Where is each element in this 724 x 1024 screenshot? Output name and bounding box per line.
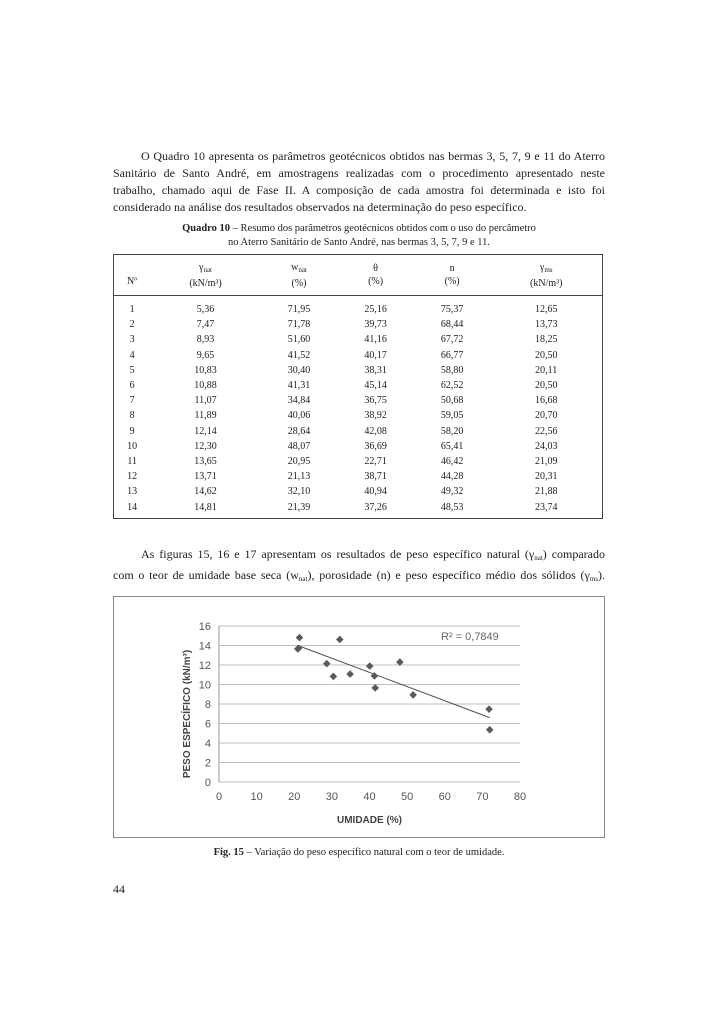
table-cell: 46,42 (440, 455, 464, 467)
table-header-cell (414, 255, 491, 296)
table-cell: 36,69 (364, 440, 387, 452)
table-cell: 13,73 (534, 319, 558, 331)
table-cell: 12,14 (194, 425, 217, 437)
table-caption-label: Quadro 10 (182, 223, 231, 234)
header-symbol: θ (373, 263, 378, 274)
table-cell: 11,89 (194, 410, 217, 422)
x-tick-label: 0 (215, 791, 223, 803)
table-row (114, 317, 603, 332)
table-body (114, 296, 603, 519)
table-cell: 21,39 (287, 501, 311, 513)
table-cell: 7,47 (196, 319, 215, 331)
table-cell: 10 (127, 440, 138, 452)
table-cell: 20,11 (535, 364, 558, 376)
table-row (114, 296, 603, 318)
x-tick-label: 30 (325, 791, 338, 803)
header-symbol: $\gamma_{nat}$ (199, 261, 213, 274)
data-point (330, 673, 338, 681)
table-cell: 75,37 (440, 304, 464, 316)
table-cell: 21,09 (534, 455, 558, 467)
table-row (114, 469, 603, 484)
table-cell: 1 (129, 304, 135, 316)
table-cell: 32,10 (287, 486, 311, 498)
table-caption-line2: no Aterro Sanitário de Santo André, nas bermas 3, 5, 7, 9 e 11. (227, 237, 491, 248)
y-tick-label: 8 (204, 699, 211, 711)
table-cell: 34,84 (287, 395, 311, 407)
table-row (114, 439, 603, 454)
header-unit: (%) (291, 277, 307, 289)
table-cell: 12,65 (534, 304, 558, 316)
paragraph-line: com o teor de umidade base seca $(w_{nat})$, porosidade (n) e peso específico médio dos sólidos $(\gamma_{ms})$. (113, 568, 605, 583)
trendline (298, 646, 490, 718)
table-cell: 9,65 (196, 349, 215, 361)
header-unit: (%) (444, 276, 460, 287)
paragraph-line: As figuras 15, 16 e 17 apresentam os resultados de peso específico natural $(\gamma_{nat})$ comparado (141, 547, 606, 562)
table-cell: 8 (129, 410, 135, 422)
table-cell: 39,73 (364, 319, 387, 331)
table-cell: 18,25 (534, 334, 558, 346)
table-cell: 42,08 (364, 425, 387, 437)
table-cell: 5 (129, 364, 135, 376)
table-cell: 13,71 (194, 471, 217, 483)
table-cell: 20,95 (287, 455, 311, 467)
figure-15 (113, 596, 605, 838)
table-header-cell (150, 255, 260, 296)
x-tick-label: 60 (438, 791, 451, 803)
data-point (296, 634, 304, 642)
figures-paragraph (113, 546, 605, 588)
table-cell: 20,70 (534, 410, 558, 422)
table-row (114, 484, 603, 499)
y-tick-label: 10 (198, 679, 211, 692)
table-cell: 40,17 (364, 349, 387, 361)
data-point (485, 705, 493, 713)
table-cell: 20,31 (534, 471, 558, 483)
table-row (114, 393, 603, 408)
table-cell: 71,78 (287, 319, 311, 331)
data-point (371, 684, 379, 692)
table-cell: 41,16 (364, 334, 387, 346)
paragraph-line: O Quadro 10 apresenta os parâmetros geotécnicos obtidos nas bermas 3, 5, 7, 9 e 11 do Aterro (141, 149, 605, 163)
data-point (346, 670, 354, 678)
table-cell: 24,03 (534, 440, 558, 452)
table-row (114, 499, 603, 518)
y-tick-label: 16 (198, 621, 211, 633)
table-cell: 58,20 (440, 425, 464, 437)
table-cell: 49,32 (440, 486, 464, 498)
table-cell: 20,50 (534, 380, 558, 392)
intro-paragraph (113, 148, 605, 216)
table-cell: 13 (127, 486, 138, 498)
header-symbol: $w_{nat}$ (291, 261, 307, 274)
table-header-cell (337, 255, 414, 296)
paragraph-line: Sanitário de Santo André, em amostragens realizadas com o procedimento apresentado neste (113, 166, 605, 180)
table-row (114, 454, 603, 469)
table-row (114, 348, 603, 363)
table-cell: 50,68 (440, 395, 464, 407)
table-cell: 45,14 (364, 380, 387, 392)
data-point (323, 660, 331, 668)
table-cell: 38,31 (364, 364, 387, 376)
table-cell: 7 (129, 395, 135, 407)
table-cell: 16,68 (534, 395, 558, 407)
table-cell: 36,75 (364, 395, 387, 407)
table-cell: 48,53 (440, 501, 464, 513)
y-tick-label: 12 (198, 660, 211, 672)
y-tick-label: 6 (204, 718, 211, 731)
paragraph-line: trabalho, chamado aqui de Fase II. A composição de cada amostra foi determinada e isto foi (113, 183, 605, 197)
parameters-table (113, 254, 603, 519)
table-cell: 67,72 (440, 334, 464, 346)
header-unit: (kN/m³) (189, 277, 222, 289)
table-cell: 8,93 (196, 334, 215, 346)
y-tick-label: 2 (204, 757, 211, 770)
y-tick-label: 0 (204, 777, 211, 789)
table-cell: 30,40 (287, 364, 311, 376)
table-cell: 10,83 (194, 364, 217, 376)
table-cell: 14,62 (194, 486, 217, 498)
table-cell: 21,13 (287, 471, 311, 483)
table-cell: 13,65 (194, 455, 217, 467)
header-unit: (kN/m³) (529, 277, 563, 289)
figure-caption-label: Fig. 15 (213, 847, 244, 858)
table-cell: 40,06 (287, 410, 311, 422)
data-point (486, 726, 494, 734)
table-cell: 9 (129, 425, 135, 437)
table-cell: 71,95 (287, 304, 311, 316)
table-cell: 66,77 (440, 349, 464, 361)
table-cell: 38,92 (364, 410, 387, 422)
header-symbol: $\gamma_{ms}$ (539, 261, 553, 274)
data-point (409, 691, 417, 699)
page-number: 44 (113, 882, 125, 896)
data-point (366, 662, 374, 670)
table-cell: 11 (127, 455, 137, 467)
table-header-cell (490, 255, 602, 296)
table-cell: 6 (129, 380, 135, 392)
x-tick-label: 50 (401, 791, 414, 803)
table-caption (113, 222, 605, 250)
table-cell: 41,31 (287, 380, 311, 392)
y-tick-label: 14 (198, 640, 211, 653)
data-point (336, 636, 344, 644)
table-cell: 44,28 (440, 471, 464, 483)
table-cell: 58,80 (440, 364, 464, 376)
table-cell: 4 (129, 349, 135, 361)
table-caption-text: – Resumo dos parâmetros geotécnicos obtidos com o uso do percâmetro (230, 223, 536, 234)
x-axis-title: UMIDADE (%) (337, 815, 402, 826)
table-cell: 38,71 (364, 471, 387, 483)
table-cell: 20,50 (534, 349, 558, 361)
r-squared-annotation: R² = 0,7849 (441, 631, 499, 643)
table-cell: 22,71 (364, 455, 387, 467)
x-tick-label: 10 (250, 791, 263, 803)
table-cell: 10,88 (194, 380, 217, 392)
x-tick-label: 20 (288, 791, 301, 803)
table-row (114, 408, 603, 423)
table-row (114, 378, 603, 393)
table-cell: 48,07 (287, 440, 311, 452)
table-cell: 41,52 (287, 349, 311, 361)
table-cell: 5,36 (196, 304, 215, 316)
table-row (114, 332, 603, 347)
table-cell: 68,44 (440, 319, 464, 331)
table-cell: 11,07 (194, 395, 217, 407)
y-tick-label: 4 (204, 738, 211, 750)
x-tick-label: 40 (363, 791, 376, 803)
table-cell: 37,26 (364, 501, 387, 513)
figure-caption-text: – Variação do peso específico natural com o teor de umidade. (243, 847, 505, 858)
table-cell: 59,05 (440, 410, 464, 422)
header-symbol: n (449, 263, 455, 274)
header-unit: Nº (127, 276, 138, 287)
table-cell: 65,41 (440, 440, 464, 452)
table-header-row (114, 255, 603, 296)
table-cell: 12,30 (194, 440, 217, 452)
table-cell: 22,56 (534, 425, 558, 437)
x-tick-label: 70 (476, 791, 489, 803)
table-cell: 28,64 (287, 425, 311, 437)
x-tick-label: 80 (513, 791, 527, 803)
scatter-chart (114, 597, 604, 837)
table-row (114, 363, 603, 378)
table-cell: 21,88 (534, 486, 558, 498)
table-cell: 62,52 (440, 380, 464, 392)
header-unit: (%) (368, 276, 384, 287)
table-cell: 12 (127, 471, 138, 483)
table-cell: 51,60 (287, 334, 311, 346)
table-header-cell (114, 255, 151, 296)
table-cell: 23,74 (534, 501, 558, 513)
paragraph-line: considerado na análise dos resultados observados na determinação do peso específico. (113, 200, 527, 214)
y-axis-title: PESO ESPECÍFICO (kN/m³) (182, 649, 193, 779)
table-cell: 14 (127, 501, 138, 513)
table-cell: 3 (129, 334, 135, 346)
table-cell: 25,16 (364, 304, 387, 316)
table-cell: 40,94 (364, 486, 387, 498)
table-cell: 14,81 (194, 501, 217, 513)
table-row (114, 424, 603, 439)
figure-caption (113, 846, 605, 860)
table-cell: 2 (129, 319, 135, 331)
table-header-cell (261, 255, 338, 296)
